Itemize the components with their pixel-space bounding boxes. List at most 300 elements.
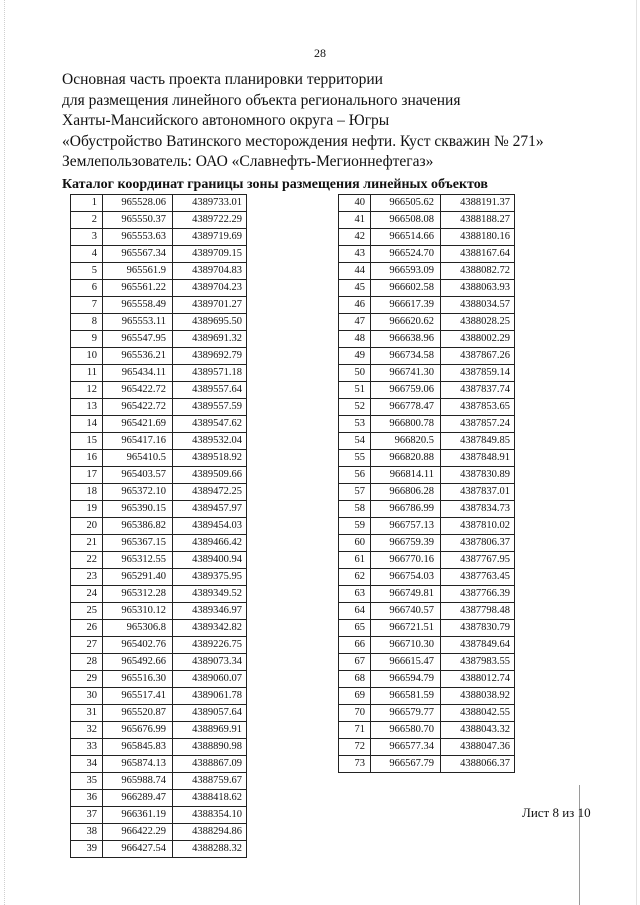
page-number: 28 — [314, 46, 326, 60]
y-coordinate-cell: 4389518.92 — [173, 450, 247, 467]
point-number-cell: 65 — [339, 620, 371, 637]
coordinates-table-left — [70, 194, 247, 858]
point-number-cell: 45 — [339, 280, 371, 297]
x-coordinate-cell: 966289.47 — [103, 790, 173, 807]
x-coordinate-cell: 966579.77 — [371, 705, 441, 722]
sheet-label: Лист 8 из 10 — [522, 805, 591, 820]
y-coordinate-cell: 4389557.64 — [173, 382, 247, 399]
table-row — [71, 637, 247, 654]
table-row — [71, 433, 247, 450]
table-row — [71, 212, 247, 229]
x-coordinate-cell: 965434.11 — [103, 365, 173, 382]
y-coordinate-cell: 4389691.32 — [173, 331, 247, 348]
y-coordinate-cell: 4389457.97 — [173, 501, 247, 518]
y-coordinate-cell: 4387830.89 — [441, 467, 515, 484]
x-coordinate-cell: 966778.47 — [371, 399, 441, 416]
point-number-cell: 35 — [71, 773, 103, 790]
x-coordinate-cell: 965312.28 — [103, 586, 173, 603]
point-number-cell: 56 — [339, 467, 371, 484]
point-number-cell: 16 — [71, 450, 103, 467]
x-coordinate-cell: 965403.57 — [103, 467, 173, 484]
y-coordinate-cell: 4389057.64 — [173, 705, 247, 722]
y-coordinate-cell: 4389557.59 — [173, 399, 247, 416]
point-number-cell: 49 — [339, 348, 371, 365]
y-coordinate-cell: 4387848.91 — [441, 450, 515, 467]
y-coordinate-cell: 4387849.85 — [441, 433, 515, 450]
y-coordinate-cell: 4389060.07 — [173, 671, 247, 688]
y-coordinate-cell: 4389722.29 — [173, 212, 247, 229]
x-coordinate-cell: 965386.82 — [103, 518, 173, 535]
y-coordinate-cell: 4388034.57 — [441, 297, 515, 314]
x-coordinate-cell: 966508.08 — [371, 212, 441, 229]
table-row — [71, 450, 247, 467]
x-coordinate-cell: 966567.79 — [371, 756, 441, 773]
y-coordinate-cell: 4388066.37 — [441, 756, 515, 773]
y-coordinate-cell: 4389400.94 — [173, 552, 247, 569]
point-number-cell: 7 — [71, 297, 103, 314]
x-coordinate-cell: 966638.96 — [371, 331, 441, 348]
table-row — [339, 263, 515, 280]
x-coordinate-cell: 966594.79 — [371, 671, 441, 688]
point-number-cell: 14 — [71, 416, 103, 433]
x-coordinate-cell: 966721.51 — [371, 620, 441, 637]
point-number-cell: 63 — [339, 586, 371, 603]
y-coordinate-cell: 4389532.04 — [173, 433, 247, 450]
y-coordinate-cell: 4388969.91 — [173, 722, 247, 739]
table-row — [339, 229, 515, 246]
table-row — [339, 688, 515, 705]
x-coordinate-cell: 965306.8 — [103, 620, 173, 637]
point-number-cell: 61 — [339, 552, 371, 569]
point-number-cell: 9 — [71, 331, 103, 348]
x-coordinate-cell: 966514.66 — [371, 229, 441, 246]
header-line: для размещения линейного объекта регионального значения — [62, 91, 461, 109]
point-number-cell: 19 — [71, 501, 103, 518]
table-row — [339, 620, 515, 637]
table-row — [339, 331, 515, 348]
y-coordinate-cell: 4387834.73 — [441, 501, 515, 518]
x-coordinate-cell: 965845.83 — [103, 739, 173, 756]
x-coordinate-cell: 966581.59 — [371, 688, 441, 705]
table-row — [71, 756, 247, 773]
y-coordinate-cell: 4389719.69 — [173, 229, 247, 246]
table-row — [339, 365, 515, 382]
point-number-cell: 29 — [71, 671, 103, 688]
point-number-cell: 58 — [339, 501, 371, 518]
table-row — [71, 246, 247, 263]
point-number-cell: 44 — [339, 263, 371, 280]
point-number-cell: 27 — [71, 637, 103, 654]
table-row — [339, 484, 515, 501]
point-number-cell: 68 — [339, 671, 371, 688]
table-row — [71, 467, 247, 484]
y-coordinate-cell: 4389704.83 — [173, 263, 247, 280]
table-row — [339, 569, 515, 586]
catalog-title: Каталог координат границы зоны размещения линейных объектов — [62, 177, 488, 192]
y-coordinate-cell: 4387767.95 — [441, 552, 515, 569]
x-coordinate-cell: 966740.57 — [371, 603, 441, 620]
x-coordinate-cell: 965558.49 — [103, 297, 173, 314]
table-row — [71, 688, 247, 705]
point-number-cell: 60 — [339, 535, 371, 552]
table-row — [339, 552, 515, 569]
y-coordinate-cell: 4388354.10 — [173, 807, 247, 824]
point-number-cell: 4 — [71, 246, 103, 263]
y-coordinate-cell: 4389073.34 — [173, 654, 247, 671]
x-coordinate-cell: 966820.5 — [371, 433, 441, 450]
x-coordinate-cell: 966577.34 — [371, 739, 441, 756]
y-coordinate-cell: 4388288.32 — [173, 841, 247, 858]
y-coordinate-cell: 4387798.48 — [441, 603, 515, 620]
y-coordinate-cell: 4387763.45 — [441, 569, 515, 586]
y-coordinate-cell: 4388890.98 — [173, 739, 247, 756]
point-number-cell: 13 — [71, 399, 103, 416]
table-row — [71, 382, 247, 399]
y-coordinate-cell: 4388028.25 — [441, 314, 515, 331]
point-number-cell: 12 — [71, 382, 103, 399]
point-number-cell: 34 — [71, 756, 103, 773]
table-row — [71, 399, 247, 416]
x-coordinate-cell: 965547.95 — [103, 331, 173, 348]
y-coordinate-cell: 4389342.82 — [173, 620, 247, 637]
point-number-cell: 53 — [339, 416, 371, 433]
x-coordinate-cell: 966757.13 — [371, 518, 441, 535]
x-coordinate-cell: 965410.5 — [103, 450, 173, 467]
point-number-cell: 32 — [71, 722, 103, 739]
x-coordinate-cell: 966580.70 — [371, 722, 441, 739]
point-number-cell: 40 — [339, 195, 371, 212]
y-coordinate-cell: 4388294.86 — [173, 824, 247, 841]
point-number-cell: 41 — [339, 212, 371, 229]
point-number-cell: 52 — [339, 399, 371, 416]
x-coordinate-cell: 965291.40 — [103, 569, 173, 586]
y-coordinate-cell: 4389061.78 — [173, 688, 247, 705]
y-coordinate-cell: 4388043.32 — [441, 722, 515, 739]
coordinates-table-right — [338, 194, 515, 773]
point-number-cell: 21 — [71, 535, 103, 552]
x-coordinate-cell: 965390.15 — [103, 501, 173, 518]
x-coordinate-cell: 966759.06 — [371, 382, 441, 399]
x-coordinate-cell: 965874.13 — [103, 756, 173, 773]
x-coordinate-cell: 965988.74 — [103, 773, 173, 790]
header-line: Землепользователь: ОАО «Славнефть-Мегионнефтегаз» — [62, 153, 434, 170]
table-row — [339, 518, 515, 535]
x-coordinate-cell: 966505.62 — [371, 195, 441, 212]
point-number-cell: 6 — [71, 280, 103, 297]
point-number-cell: 20 — [71, 518, 103, 535]
x-coordinate-cell: 965310.12 — [103, 603, 173, 620]
y-coordinate-cell: 4389346.97 — [173, 603, 247, 620]
y-coordinate-cell: 4387837.01 — [441, 484, 515, 501]
point-number-cell: 50 — [339, 365, 371, 382]
y-coordinate-cell: 4387853.65 — [441, 399, 515, 416]
x-coordinate-cell: 965561.9 — [103, 263, 173, 280]
x-coordinate-cell: 965422.72 — [103, 399, 173, 416]
table-row — [71, 416, 247, 433]
table-row — [339, 212, 515, 229]
point-number-cell: 1 — [71, 195, 103, 212]
x-coordinate-cell: 966620.62 — [371, 314, 441, 331]
x-coordinate-cell: 966770.16 — [371, 552, 441, 569]
point-number-cell: 64 — [339, 603, 371, 620]
x-coordinate-cell: 966754.03 — [371, 569, 441, 586]
point-number-cell: 39 — [71, 841, 103, 858]
table-row — [339, 739, 515, 756]
point-number-cell: 73 — [339, 756, 371, 773]
point-number-cell: 46 — [339, 297, 371, 314]
table-row — [71, 739, 247, 756]
x-coordinate-cell: 966741.30 — [371, 365, 441, 382]
table-row — [339, 535, 515, 552]
y-coordinate-cell: 4389466.42 — [173, 535, 247, 552]
x-coordinate-cell: 965312.55 — [103, 552, 173, 569]
table-row — [339, 382, 515, 399]
table-row — [339, 756, 515, 773]
table-row — [339, 280, 515, 297]
y-coordinate-cell: 4387830.79 — [441, 620, 515, 637]
document-header — [62, 70, 622, 173]
point-number-cell: 55 — [339, 450, 371, 467]
x-coordinate-cell: 966422.29 — [103, 824, 173, 841]
header-line: Основная часть проекта планировки территории — [62, 71, 383, 88]
table-row — [71, 603, 247, 620]
y-coordinate-cell: 4387983.55 — [441, 654, 515, 671]
x-coordinate-cell: 965402.76 — [103, 637, 173, 654]
point-number-cell: 22 — [71, 552, 103, 569]
y-coordinate-cell: 4389454.03 — [173, 518, 247, 535]
y-coordinate-cell: 4388418.62 — [173, 790, 247, 807]
x-coordinate-cell: 966806.28 — [371, 484, 441, 501]
y-coordinate-cell: 4387810.02 — [441, 518, 515, 535]
y-coordinate-cell: 4389701.27 — [173, 297, 247, 314]
table-row — [71, 790, 247, 807]
point-number-cell: 25 — [71, 603, 103, 620]
table-row — [71, 229, 247, 246]
y-coordinate-cell: 4388188.27 — [441, 212, 515, 229]
x-coordinate-cell: 965417.16 — [103, 433, 173, 450]
y-coordinate-cell: 4388012.74 — [441, 671, 515, 688]
y-coordinate-cell: 4389375.95 — [173, 569, 247, 586]
table-row — [339, 433, 515, 450]
y-coordinate-cell: 4389709.15 — [173, 246, 247, 263]
table-row — [71, 620, 247, 637]
table-row — [71, 297, 247, 314]
y-coordinate-cell: 4387806.37 — [441, 535, 515, 552]
table-row — [339, 399, 515, 416]
table-row — [339, 637, 515, 654]
table-row — [339, 467, 515, 484]
x-coordinate-cell: 966593.09 — [371, 263, 441, 280]
y-coordinate-cell: 4387849.64 — [441, 637, 515, 654]
table-row — [71, 586, 247, 603]
table-row — [339, 501, 515, 518]
x-coordinate-cell: 965550.37 — [103, 212, 173, 229]
y-coordinate-cell: 4388038.92 — [441, 688, 515, 705]
scan-margin-left — [0, 0, 5, 905]
point-number-cell: 11 — [71, 365, 103, 382]
x-coordinate-cell: 965553.63 — [103, 229, 173, 246]
x-coordinate-cell: 966759.39 — [371, 535, 441, 552]
y-coordinate-cell: 4387859.14 — [441, 365, 515, 382]
y-coordinate-cell: 4388047.36 — [441, 739, 515, 756]
table-row — [71, 722, 247, 739]
table-row — [71, 705, 247, 722]
y-coordinate-cell: 4389695.50 — [173, 314, 247, 331]
y-coordinate-cell: 4389692.79 — [173, 348, 247, 365]
table-row — [71, 841, 247, 858]
point-number-cell: 31 — [71, 705, 103, 722]
table-row — [339, 297, 515, 314]
y-coordinate-cell: 4389509.66 — [173, 467, 247, 484]
table-row — [339, 195, 515, 212]
point-number-cell: 71 — [339, 722, 371, 739]
y-coordinate-cell: 4387857.24 — [441, 416, 515, 433]
x-coordinate-cell: 965536.21 — [103, 348, 173, 365]
table-row — [339, 314, 515, 331]
y-coordinate-cell: 4389226.75 — [173, 637, 247, 654]
table-row — [71, 773, 247, 790]
point-number-cell: 69 — [339, 688, 371, 705]
point-number-cell: 37 — [71, 807, 103, 824]
point-number-cell: 30 — [71, 688, 103, 705]
point-number-cell: 43 — [339, 246, 371, 263]
x-coordinate-cell: 966427.54 — [103, 841, 173, 858]
point-number-cell: 8 — [71, 314, 103, 331]
table-row — [71, 671, 247, 688]
x-coordinate-cell: 966814.11 — [371, 467, 441, 484]
x-coordinate-cell: 966361.19 — [103, 807, 173, 824]
y-coordinate-cell: 4389733.01 — [173, 195, 247, 212]
y-coordinate-cell: 4389571.18 — [173, 365, 247, 382]
x-coordinate-cell: 965492.66 — [103, 654, 173, 671]
table-row — [339, 722, 515, 739]
point-number-cell: 15 — [71, 433, 103, 450]
point-number-cell: 33 — [71, 739, 103, 756]
x-coordinate-cell: 966749.81 — [371, 586, 441, 603]
point-number-cell: 70 — [339, 705, 371, 722]
point-number-cell: 72 — [339, 739, 371, 756]
table-row — [71, 280, 247, 297]
y-coordinate-cell: 4389472.25 — [173, 484, 247, 501]
table-row — [339, 603, 515, 620]
table-row — [339, 654, 515, 671]
table-row — [71, 331, 247, 348]
y-coordinate-cell: 4388180.16 — [441, 229, 515, 246]
table-row — [71, 535, 247, 552]
point-number-cell: 2 — [71, 212, 103, 229]
table-row — [71, 501, 247, 518]
scan-line — [579, 785, 580, 905]
scan-margin-right — [636, 0, 640, 905]
x-coordinate-cell: 965520.87 — [103, 705, 173, 722]
point-number-cell: 18 — [71, 484, 103, 501]
y-coordinate-cell: 4387837.74 — [441, 382, 515, 399]
table-row — [339, 416, 515, 433]
x-coordinate-cell: 965528.06 — [103, 195, 173, 212]
point-number-cell: 47 — [339, 314, 371, 331]
table-row — [71, 314, 247, 331]
y-coordinate-cell: 4388082.72 — [441, 263, 515, 280]
table-row — [71, 195, 247, 212]
y-coordinate-cell: 4388167.64 — [441, 246, 515, 263]
x-coordinate-cell: 966786.99 — [371, 501, 441, 518]
y-coordinate-cell: 4387766.39 — [441, 586, 515, 603]
x-coordinate-cell: 965367.15 — [103, 535, 173, 552]
y-coordinate-cell: 4388042.55 — [441, 705, 515, 722]
point-number-cell: 62 — [339, 569, 371, 586]
table-row — [71, 365, 247, 382]
x-coordinate-cell: 966617.39 — [371, 297, 441, 314]
y-coordinate-cell: 4388002.29 — [441, 331, 515, 348]
point-number-cell: 67 — [339, 654, 371, 671]
point-number-cell: 57 — [339, 484, 371, 501]
header-line: Ханты-Мансийского автономного округа – Югры — [62, 112, 390, 129]
point-number-cell: 3 — [71, 229, 103, 246]
y-coordinate-cell: 4387867.26 — [441, 348, 515, 365]
x-coordinate-cell: 966602.58 — [371, 280, 441, 297]
point-number-cell: 54 — [339, 433, 371, 450]
x-coordinate-cell: 965516.30 — [103, 671, 173, 688]
y-coordinate-cell: 4388759.67 — [173, 773, 247, 790]
table-row — [71, 569, 247, 586]
point-number-cell: 5 — [71, 263, 103, 280]
x-coordinate-cell: 966524.70 — [371, 246, 441, 263]
point-number-cell: 17 — [71, 467, 103, 484]
table-row — [71, 552, 247, 569]
x-coordinate-cell: 966710.30 — [371, 637, 441, 654]
point-number-cell: 48 — [339, 331, 371, 348]
table-row — [339, 450, 515, 467]
y-coordinate-cell: 4389349.52 — [173, 586, 247, 603]
point-number-cell: 26 — [71, 620, 103, 637]
point-number-cell: 10 — [71, 348, 103, 365]
y-coordinate-cell: 4388063.93 — [441, 280, 515, 297]
table-row — [339, 705, 515, 722]
table-row — [71, 518, 247, 535]
point-number-cell: 66 — [339, 637, 371, 654]
point-number-cell: 51 — [339, 382, 371, 399]
x-coordinate-cell: 965422.72 — [103, 382, 173, 399]
y-coordinate-cell: 4389704.23 — [173, 280, 247, 297]
table-row — [71, 824, 247, 841]
x-coordinate-cell: 966820.88 — [371, 450, 441, 467]
x-coordinate-cell: 965561.22 — [103, 280, 173, 297]
header-line: «Обустройство Ватинского месторождения нефти. Куст скважин № 271» — [62, 132, 544, 150]
y-coordinate-cell: 4388191.37 — [441, 195, 515, 212]
table-row — [71, 484, 247, 501]
point-number-cell: 24 — [71, 586, 103, 603]
x-coordinate-cell: 965421.69 — [103, 416, 173, 433]
point-number-cell: 42 — [339, 229, 371, 246]
table-row — [71, 654, 247, 671]
table-row — [339, 586, 515, 603]
table-row — [71, 807, 247, 824]
table-row — [339, 671, 515, 688]
x-coordinate-cell: 966615.47 — [371, 654, 441, 671]
point-number-cell: 28 — [71, 654, 103, 671]
table-row — [339, 246, 515, 263]
x-coordinate-cell: 966800.78 — [371, 416, 441, 433]
point-number-cell: 36 — [71, 790, 103, 807]
x-coordinate-cell: 965567.34 — [103, 246, 173, 263]
x-coordinate-cell: 965517.41 — [103, 688, 173, 705]
table-row — [71, 263, 247, 280]
x-coordinate-cell: 965553.11 — [103, 314, 173, 331]
point-number-cell: 38 — [71, 824, 103, 841]
x-coordinate-cell: 965372.10 — [103, 484, 173, 501]
point-number-cell: 59 — [339, 518, 371, 535]
x-coordinate-cell: 965676.99 — [103, 722, 173, 739]
